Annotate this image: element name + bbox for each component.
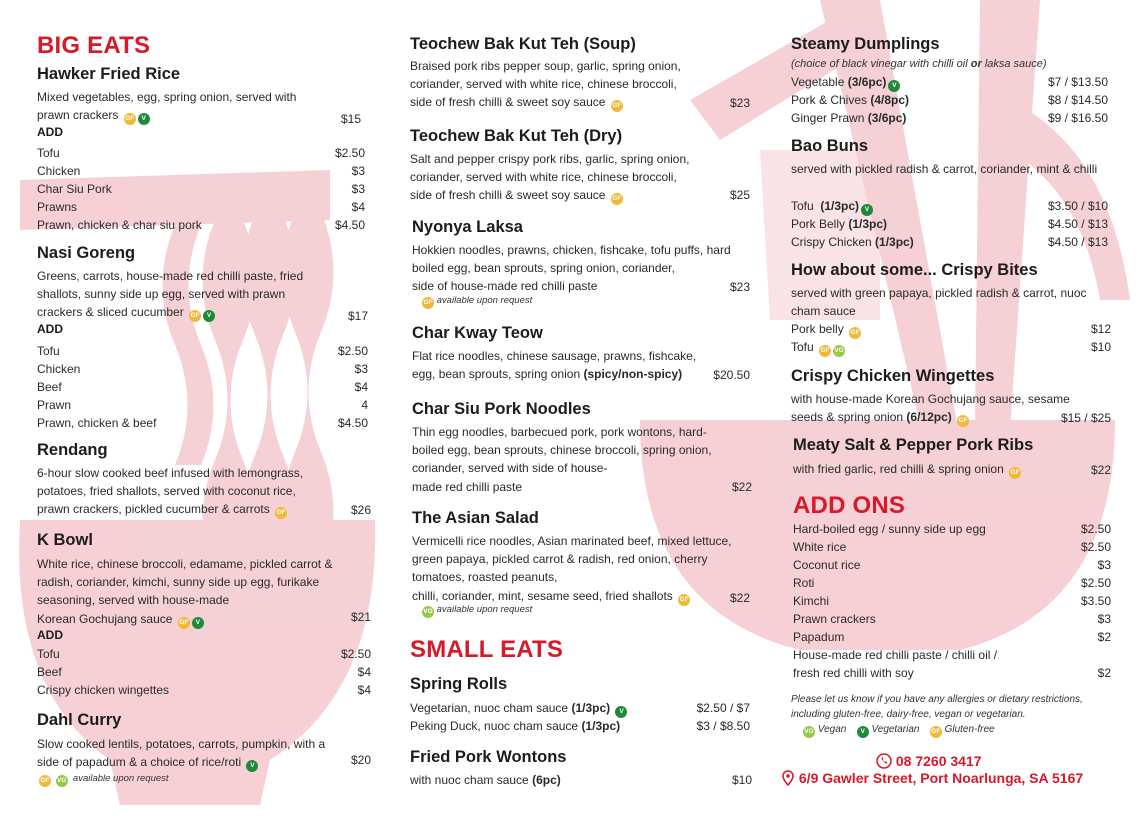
gluten-free-icon: GF	[849, 327, 861, 339]
item-label	[791, 73, 900, 92]
add-price: $3	[351, 164, 365, 178]
add-price: 4	[361, 398, 368, 412]
item-price: $10	[1090, 340, 1111, 354]
dish-title-rendang: Rendang	[37, 441, 108, 459]
note-text: (choice of black vinegar with chilli oil	[791, 58, 968, 70]
phone-contact[interactable]	[876, 753, 982, 769]
dish-desc-salt-pepper-pork-ribs	[793, 460, 1053, 479]
crispy-bites-row	[791, 320, 1111, 338]
add-price: $3	[354, 362, 368, 376]
add-item: Crispy chicken wingettes	[37, 683, 170, 697]
note-text: available upon request	[436, 604, 533, 615]
dish-desc-text-2: side of fresh chilli & sweet soy sauce	[410, 95, 606, 110]
vegetarian-icon: V	[246, 760, 258, 772]
item-portion: (1/3pc)	[820, 199, 860, 213]
item-portion: (4/8pc)	[870, 93, 910, 107]
dish-title-spring-rolls: Spring Rolls	[410, 675, 508, 693]
add-on-row	[793, 556, 1111, 574]
section-title-small-eats: SMALL EATS	[410, 636, 564, 663]
dish-desc-text: Mixed vegetables, egg, spring onion, served with	[37, 90, 297, 104]
vegan-icon: VG	[833, 345, 845, 357]
add-item: Beef	[37, 665, 62, 679]
gluten-free-icon: GF	[930, 726, 942, 738]
add-on-price: $3	[1097, 612, 1111, 626]
vegan-icon: VG	[422, 606, 434, 618]
vegetarian-icon: V	[203, 310, 215, 322]
item-text: Pork Belly	[791, 217, 846, 231]
dish-desc-text: with house-made Korean Gochujang sauce, sesame	[791, 392, 1070, 406]
price-crispy-chicken-wingettes: $15 / $25	[1060, 411, 1111, 425]
add-on-price: $2	[1097, 630, 1111, 644]
dish-desc-text: Salt and pepper crispy pork ribs, garlic, spring onion, coriander, served with white rice, chinese broccoli,	[410, 152, 690, 185]
price-bak-kut-teh-dry: $25	[729, 188, 750, 202]
add-price: $3	[351, 182, 365, 196]
note-text: available upon request	[436, 295, 533, 306]
add-on-price: $2.50	[1080, 522, 1111, 536]
add-price: $4.50	[337, 416, 368, 430]
price-rendang: $26	[350, 503, 371, 517]
vegetarian-icon: V	[857, 726, 869, 738]
location-pin-icon	[781, 770, 795, 786]
dish-desc-bao-buns: served with pickled radish & carrot, coriander, mint & chilli	[791, 162, 1098, 176]
gluten-free-icon: GF	[1009, 467, 1021, 479]
vegetarian-icon: V	[888, 80, 900, 92]
dish-desc-text: 6-hour slow cooked beef infused with lemongrass, potatoes, fried shallots, served with coconut rice,	[37, 466, 304, 499]
dish-desc-text-2: egg, bean sprouts, spring onion	[412, 367, 581, 382]
item-portion: (1/3pc)	[581, 719, 621, 733]
dish-title-asian-salad: The Asian Salad	[412, 509, 539, 527]
item-label	[410, 771, 561, 789]
item-text: with nuoc cham sauce	[410, 773, 529, 787]
vegetarian-icon: V	[138, 113, 150, 125]
item-price: $4.50 / $13	[1047, 217, 1108, 231]
item-portion: (1/3pc)	[848, 217, 888, 231]
dish-desc-text: Braised pork ribs pepper soup, garlic, spring onion, coriander, served with white rice, chinese broccoli,	[410, 59, 681, 92]
address-contact	[781, 770, 1083, 786]
item-text: Vegetarian, nuoc cham sauce	[410, 701, 569, 715]
phone-icon	[876, 753, 892, 769]
dish-desc-text-2: chilli, coriander, mint, sesame seed, fried shallots	[412, 588, 673, 603]
add-on-item: Prawn crackers	[793, 612, 876, 626]
add-price: $4	[351, 200, 365, 214]
price-k-bowl: $21	[350, 610, 371, 624]
add-price: $2.50	[340, 647, 371, 661]
dish-title-k-bowl: K Bowl	[37, 531, 93, 549]
note-available-upon-request	[420, 295, 532, 309]
price-asian-salad: $22	[729, 591, 750, 605]
item-label	[791, 320, 861, 339]
allergy-note: Please let us know if you have any allergies or dietary restrictions, including gluten-free, dairy-free, vegan or vegetarian.	[791, 694, 1083, 720]
add-price: $4	[357, 683, 371, 697]
add-on-item: Roti	[793, 576, 815, 590]
bao-row	[791, 215, 1108, 233]
item-price: $7 / $13.50	[1047, 75, 1108, 89]
spring-roll-row-vegetarian	[410, 699, 750, 717]
dish-desc-text: Greens, carrots, house-made red chilli paste, fried shallots, sunny side up egg, served with prawn	[37, 269, 304, 302]
vegan-icon: VG	[56, 775, 68, 787]
item-portion: (6/12pc)	[906, 410, 952, 425]
item-price: $4.50 / $13	[1047, 235, 1108, 249]
item-label	[791, 109, 906, 127]
dish-desc-text-2: side of house-made red chilli paste	[412, 279, 598, 294]
add-item: Prawns	[37, 200, 78, 214]
dish-desc-text-2: Korean Gochujang sauce	[37, 611, 173, 626]
add-label: ADD	[37, 322, 63, 336]
dish-title-crispy-chicken-wingettes: Crispy Chicken Wingettes	[791, 367, 995, 385]
add-price: $4	[357, 665, 371, 679]
legend-vegan: Vegan	[817, 724, 847, 735]
item-label	[791, 215, 887, 233]
item-text: Vegetable	[791, 75, 845, 89]
add-price: $2.50	[337, 344, 368, 358]
item-price: $3.50 / $10	[1047, 199, 1108, 213]
dish-title-char-siu-pork-noodles: Char Siu Pork Noodles	[412, 400, 591, 418]
add-on-price: $3	[1097, 558, 1111, 572]
gluten-free-icon: GF	[189, 310, 201, 322]
gluten-free-icon: GF	[957, 415, 969, 427]
add-item: Prawn, chicken & beef	[37, 416, 157, 430]
dish-desc-text: White rice, chinese broccoli, edamame, pickled carrot & radish, coriander, kimchi, sunny side up egg, furikake seasoning, served with house-made	[37, 557, 333, 608]
add-on-item: Coconut rice	[793, 558, 861, 572]
dish-desc-text-2: made red chilli paste	[412, 479, 523, 494]
vegetarian-icon: V	[615, 706, 627, 718]
add-on-item: fresh red chilli with soy	[793, 666, 914, 680]
item-label	[410, 717, 620, 735]
add-item: Beef	[37, 380, 62, 394]
add-on-row	[793, 574, 1111, 592]
add-row	[37, 681, 371, 699]
dish-title-bao-buns: Bao Buns	[791, 137, 869, 155]
dish-title-char-kway-teow: Char Kway Teow	[412, 324, 543, 342]
dish-desc-rendang	[37, 464, 337, 519]
price-hawker-fried-rice: $15	[340, 112, 361, 126]
add-row	[37, 645, 371, 663]
note-available-upon-request	[37, 773, 169, 787]
phone-number[interactable]: 08 7260 3417	[895, 753, 982, 769]
add-on-row	[793, 520, 1111, 538]
dish-title-salt-pepper-pork-ribs: Meaty Salt & Pepper Pork Ribs	[793, 436, 1034, 454]
add-label: ADD	[37, 125, 63, 139]
add-row	[37, 360, 368, 378]
item-price: $9 / $16.50	[1047, 111, 1108, 125]
dish-desc-text-2: side of fresh chilli & sweet soy sauce	[410, 188, 606, 203]
dish-title-hawker-fried-rice: Hawker Fried Rice	[37, 65, 181, 83]
add-on-item: White rice	[793, 540, 847, 554]
add-price: $4.50	[334, 218, 365, 232]
add-row	[37, 663, 371, 681]
gluten-free-icon: GF	[39, 775, 51, 787]
dish-desc-bak-kut-teh-soup	[410, 57, 720, 112]
dish-title-bak-kut-teh-dry: Teochew Bak Kut Teh (Dry)	[410, 127, 623, 145]
price-nasi-goreng: $17	[347, 309, 368, 323]
add-item: Chicken	[37, 164, 81, 178]
gluten-free-icon: GF	[422, 297, 434, 309]
item-price: $12	[1090, 322, 1111, 336]
gluten-free-icon: GF	[178, 617, 190, 629]
dish-desc-text: Vermicelli rice noodles, Asian marinated beef, mixed lettuce, green papaya, pickled carrot & radish, red onion, cherry tomatoes, roasted peanuts,	[412, 534, 732, 585]
add-item: Char Siu Pork	[37, 182, 112, 196]
item-text: Crispy Chicken	[791, 235, 872, 249]
item-portion: (6pc)	[532, 773, 561, 787]
add-on-price: $2.50	[1080, 576, 1111, 590]
dish-title-nyonya-laksa: Nyonya Laksa	[412, 218, 523, 236]
item-portion: (1/3pc)	[571, 701, 611, 715]
add-row	[37, 180, 365, 198]
add-price: $4	[354, 380, 368, 394]
add-item: Prawn	[37, 398, 72, 412]
bao-row	[791, 233, 1108, 251]
add-row	[37, 144, 365, 162]
dish-desc-crispy-bites: served with green papaya, pickled radish & carrot, nuoc cham sauce	[791, 286, 1087, 319]
item-text: Ginger Prawn	[791, 111, 865, 125]
add-on-row	[793, 646, 1111, 664]
add-price: $2.50	[334, 146, 365, 160]
item-text: Tofu	[791, 199, 814, 213]
dish-title-crispy-bites: How about some... Crispy Bites	[791, 261, 1038, 279]
add-label: ADD	[37, 628, 63, 642]
legend-gluten-free: Gluten-free	[944, 724, 995, 735]
dish-desc-text-2: crackers & sliced cucumber	[37, 305, 184, 320]
dish-desc-k-bowl	[37, 555, 337, 629]
dish-desc-char-kway-teow	[412, 347, 752, 383]
dish-title-dahl-curry: Dahl Curry	[37, 711, 122, 729]
add-row	[37, 198, 365, 216]
dish-title-nasi-goreng: Nasi Goreng	[37, 244, 136, 262]
gluten-free-icon: GF	[819, 345, 831, 357]
add-on-row	[793, 664, 1111, 682]
dish-desc-text: Hokkien noodles, prawns, chicken, fishcake, tofu puffs, hard boiled egg, bean sprouts, spring onion, coriander,	[412, 243, 731, 276]
dish-desc-bak-kut-teh-dry	[410, 150, 720, 205]
gluten-free-icon: GF	[275, 507, 287, 519]
dietary-legend	[801, 722, 995, 738]
add-on-item: House-made red chilli paste / chilli oil /	[793, 648, 998, 662]
vegan-icon: VG	[803, 726, 815, 738]
vegetarian-icon: V	[861, 204, 873, 216]
dish-desc-text-2: prawn crackers	[37, 108, 119, 123]
item-portion: (3/6pc)	[867, 111, 907, 125]
add-row	[37, 378, 368, 396]
add-row	[37, 216, 365, 234]
item-label	[791, 91, 909, 109]
add-on-item: Hard-boiled egg / sunny side up egg	[793, 522, 986, 536]
gluten-free-icon: GF	[124, 113, 136, 125]
add-row	[37, 342, 368, 360]
dish-desc-text: Slow cooked lentils, potatoes, carrots, pumpkin, with a	[37, 737, 326, 751]
add-row	[37, 396, 368, 414]
item-label	[791, 338, 845, 357]
add-on-row	[793, 628, 1111, 646]
dish-desc-hawker-fried-rice	[37, 88, 337, 125]
crispy-bites-row	[791, 338, 1111, 356]
price-dahl-curry: $20	[350, 753, 371, 767]
gluten-free-icon: GF	[611, 100, 623, 112]
dish-title-steamy-dumplings: Steamy Dumplings	[791, 35, 940, 53]
gluten-free-icon: GF	[678, 594, 690, 606]
item-price: $10	[731, 773, 752, 787]
spring-roll-row-peking-duck	[410, 717, 750, 735]
add-on-price: $2.50	[1080, 540, 1111, 554]
item-text: Peking Duck, nuoc cham sauce	[410, 719, 579, 733]
dumpling-row	[791, 109, 1108, 127]
dish-desc-text: with fried garlic, red chilli & spring onion	[793, 462, 1004, 476]
price-salt-pepper-pork-ribs: $22	[1090, 463, 1111, 477]
item-price: $8 / $14.50	[1047, 93, 1108, 107]
dish-desc-dahl-curry	[37, 735, 367, 772]
dish-title-bak-kut-teh-soup: Teochew Bak Kut Teh (Soup)	[410, 35, 636, 53]
add-on-row	[793, 610, 1111, 628]
dish-desc-char-siu-pork-noodles	[412, 423, 722, 496]
address-text: 6/9 Gawler Street, Port Noarlunga, SA 5167	[798, 770, 1084, 786]
dish-desc-text: Flat rice noodles, chinese sausage, prawns, fishcake,	[412, 349, 697, 363]
item-text: Pork belly	[791, 322, 844, 336]
add-row	[37, 162, 365, 180]
dish-desc-nasi-goreng	[37, 267, 337, 322]
dish-desc-text: Thin egg noodles, barbecued pork, pork wontons, hard-boiled egg, bean sprouts, chinese broccoli, spring onion, coriander, served with side of house-	[412, 425, 712, 476]
add-on-row	[793, 592, 1111, 610]
section-title-big-eats: BIG EATS	[37, 32, 151, 59]
add-item: Tofu	[37, 146, 60, 160]
wontons-row	[410, 771, 752, 789]
note-text-2: laksa sauce)	[984, 58, 1047, 70]
dish-desc-text-2: seeds & spring onion	[791, 410, 904, 425]
vegetarian-icon: V	[192, 617, 204, 629]
dish-desc-asian-salad	[412, 532, 732, 606]
dish-desc-text-2: prawn crackers, pickled cucumber & carrots	[37, 502, 270, 517]
item-label	[791, 233, 914, 251]
item-portion: (1/3pc)	[875, 235, 914, 249]
item-portion: (3/6pc)	[847, 75, 887, 89]
add-on-row	[793, 538, 1111, 556]
dumpling-row	[791, 91, 1108, 109]
note-or: or	[970, 58, 982, 70]
add-on-price: $2	[1097, 666, 1111, 680]
gluten-free-icon: GF	[611, 193, 623, 205]
bao-row	[791, 197, 1108, 215]
note-text: available upon request	[72, 773, 169, 784]
add-item: Chicken	[37, 362, 81, 376]
add-row	[37, 414, 368, 432]
item-price: $2.50 / $7	[696, 701, 750, 715]
add-on-item: Papadum	[793, 630, 845, 644]
add-on-item: Kimchi	[793, 594, 830, 608]
price-char-kway-teow: $20.50	[713, 368, 750, 382]
section-title-add-ons: ADD ONS	[793, 492, 906, 519]
legend-vegetarian: Vegetarian	[871, 724, 920, 735]
price-char-siu-pork-noodles: $22	[731, 480, 752, 494]
add-item: Tofu	[37, 647, 60, 661]
price-bak-kut-teh-soup: $23	[729, 96, 750, 110]
item-price: $3 / $8.50	[696, 719, 750, 733]
spice-option: (spicy/non-spicy)	[583, 367, 683, 382]
dish-desc-nyonya-laksa	[412, 241, 732, 296]
item-label	[791, 197, 873, 216]
dumpling-row	[791, 73, 1108, 91]
add-item: Prawn, chicken & char siu pork	[37, 218, 202, 232]
dish-desc-text-2: side of papadum & a choice of rice/roti	[37, 755, 242, 770]
item-text: Tofu	[791, 340, 814, 354]
dish-title-fried-pork-wontons: Fried Pork Wontons	[410, 748, 567, 766]
dumplings-sauce-note	[791, 58, 1047, 70]
add-on-price: $3.50	[1080, 594, 1111, 608]
add-item: Tofu	[37, 344, 60, 358]
note-available-upon-request	[420, 604, 532, 618]
item-text: Pork & Chives	[791, 93, 868, 107]
price-nyonya-laksa: $23	[729, 280, 750, 294]
item-label	[410, 699, 627, 718]
